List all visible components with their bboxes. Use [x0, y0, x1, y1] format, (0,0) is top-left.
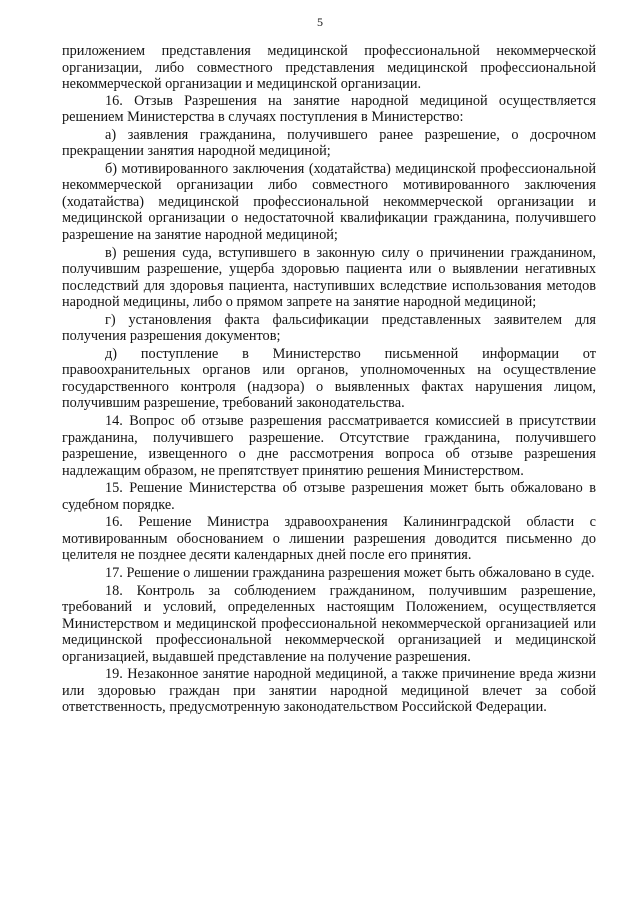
- paragraph-continuation: приложением представления медицинской профессиональной некоммерческой организации, либо совместного представления медицинской профессиональной некоммерческой организации и медицинской организации.: [62, 43, 596, 93]
- list-item-d: д) поступление в Министерство письменной информации от правоохранительных органов или органов, уполномоченных на осуществление государственного контроля (надзора) о выявленных фактах нарушения лицом, получившим разрешение, требований законодательства.: [62, 345, 596, 412]
- paragraph-16-revocation: 16. Отзыв Разрешения на занятие народной медициной осуществляется решением Министерства в случаях поступления в Министерство:: [62, 92, 596, 126]
- paragraph-17: 17. Решение о лишении гражданина разрешения может быть обжаловано в суде.: [105, 564, 595, 581]
- paragraph-14: 14. Вопрос об отзыве разрешения рассматривается комиссией в присутствии гражданина, получившего разрешение. Отсутствие гражданина, получившего разрешение, извещенного о дне рассмотрения вопроса об отзыве разрешения надлежащим образом, не препятствует принятию решения Министерством.: [62, 413, 596, 479]
- paragraph-19: 19. Незаконное занятие народной медициной, а также причинение вреда жизни или здоровью граждан при занятии народной медициной влечет за собой ответственность, предусмотренную законодательством Российской Федерации.: [62, 666, 596, 716]
- paragraph-18: 18. Контроль за соблюдением гражданином, получившим разрешение, требований и условий, определенных настоящим Положением, осуществляется Министерством и медицинской профессиональной некоммерческой организацией или медицинской профессиональной некоммерческой организацией и медицинской организацией, выдавшей представление на получение разрешения.: [62, 582, 596, 665]
- list-item-b: б) мотивированного заключения (ходатайства) медицинской профессиональной некоммерческой организации либо совместного мотивированного заключения (ходатайства) медицинской профессиональной некоммерческой организации и медицинской организации о недостаточной квалификации гражданина, получившего разрешение на занятие народной медициной;: [62, 160, 596, 244]
- paragraph-15: 15. Решение Министерства об отзыве разрешения может быть обжаловано в судебном порядке.: [62, 480, 596, 513]
- page-number: 5: [317, 15, 323, 29]
- list-item-g: г) установления факта фальсификации представленных заявителем для получения разрешения документов;: [62, 311, 596, 345]
- paragraph-16: 16. Решение Министра здравоохранения Калининградской области с мотивированным обоснованием о лишении разрешения доводится письменно до целителя не позднее десяти календарных дней после его принятия.: [62, 514, 596, 564]
- list-item-a: а) заявления гражданина, получившего ранее разрешение, о досрочном прекращении занятия народной медициной;: [62, 126, 596, 160]
- list-item-v: в) решения суда, вступившего в законную силу о причинении гражданином, получившим разрешение, ущерба здоровью пациента или о выявлении негативных последствий для здоровья пациента, наступивших вследствие использования методов народной медицины, либо о прямом запрете на занятие народной медициной;: [62, 244, 596, 311]
- document-body: [62, 43, 596, 716]
